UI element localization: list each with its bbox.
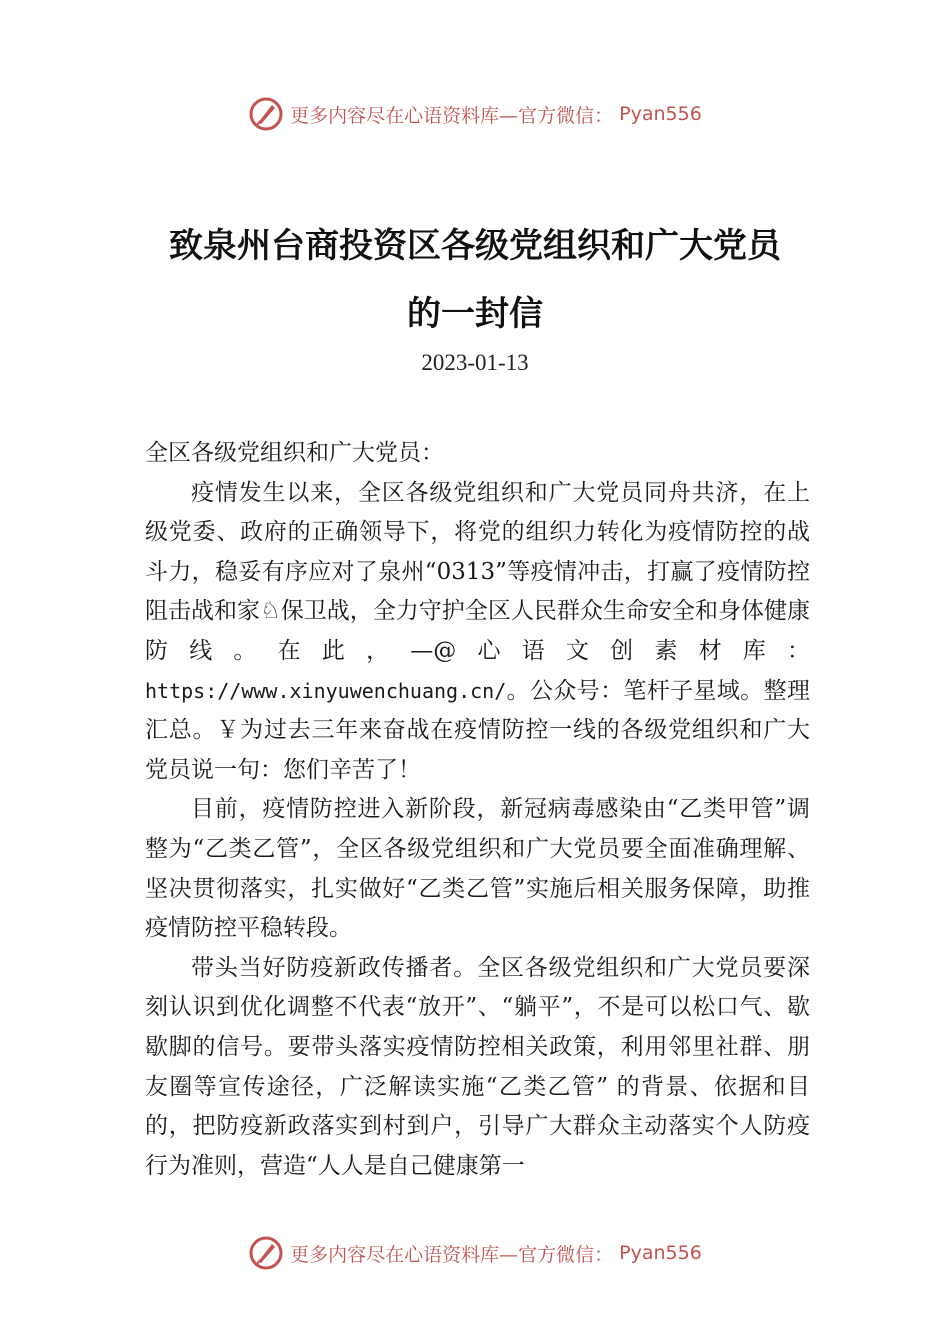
paragraph-2: 目前，疫情防控进入新阶段，新冠病毒感染由“乙类甲管”调整为“乙类乙管”，全区各级党组织和广大党员要全面准确理解、坚决贯彻落实，扎实做好“乙类乙管”实施后相关服务保障，助推疫情防控平稳转段。 [145, 796, 810, 942]
paragraph-3: 带头当好防疫新政传播者。全区各级党组织和广大党员要深刻认识到优化调整不代表“放开”、“躺平”，不是可以松口气、歇歇脚的信号。要带头落实疫情防控相关政策，利用邻里社群、朋友圈等宣传途径，广泛解读实施“乙类乙管” 的背景、依据和目的，把防疫新政落实到村到户，引导广大群众主动落实个人防疫行为准则，营造“人人是自己健康第一 [145, 954, 810, 1179]
title-line-2: 的一封信 [407, 294, 543, 334]
paragraph-1-part-a: 疫情发生以来，全区各级党组织和广大党员同舟共济，在上级党委、政府的正确领导下，将党的组织力转化为疫情防控的战斗力，稳妥有序应对了泉州“0313”等疫情冲击，打赢了疫情防控阻击战和家♘保卫战，全力守护全区人民群众生命安全和身体健康防线。在此，—@心语文创素材库： [145, 479, 810, 664]
banner-text: 更多内容尽在心语资料库—官方微信： [290, 1243, 614, 1266]
paragraph-1-part-b: 。公众号：笔杆子星域。整理汇总。￥为过去三年来奋战在疫情防控一线的各级党组织和广大党员说一句：您们辛苦了！ [145, 677, 810, 783]
document-body [145, 434, 810, 1186]
banner-wechat-id: Pyan556 [619, 103, 702, 125]
banner-wechat-id: Pyan556 [619, 1242, 702, 1264]
document-title [0, 212, 950, 348]
header-banner [0, 96, 950, 132]
title-line-1: 致泉州台商投资区各级党组织和广大党员 [169, 226, 781, 266]
document-date: 2023-01-13 [421, 350, 529, 375]
quill-logo-icon [248, 1235, 284, 1271]
quill-logo-icon [248, 96, 284, 132]
banner-text: 更多内容尽在心语资料库—官方微信： [290, 104, 614, 127]
footer-banner [0, 1235, 950, 1271]
paragraph-1 [145, 474, 810, 791]
salutation: 全区各级党组织和广大党员： [145, 440, 444, 466]
paragraph-1-url: https://www.xinyuwenchuang.cn/ [145, 678, 507, 703]
